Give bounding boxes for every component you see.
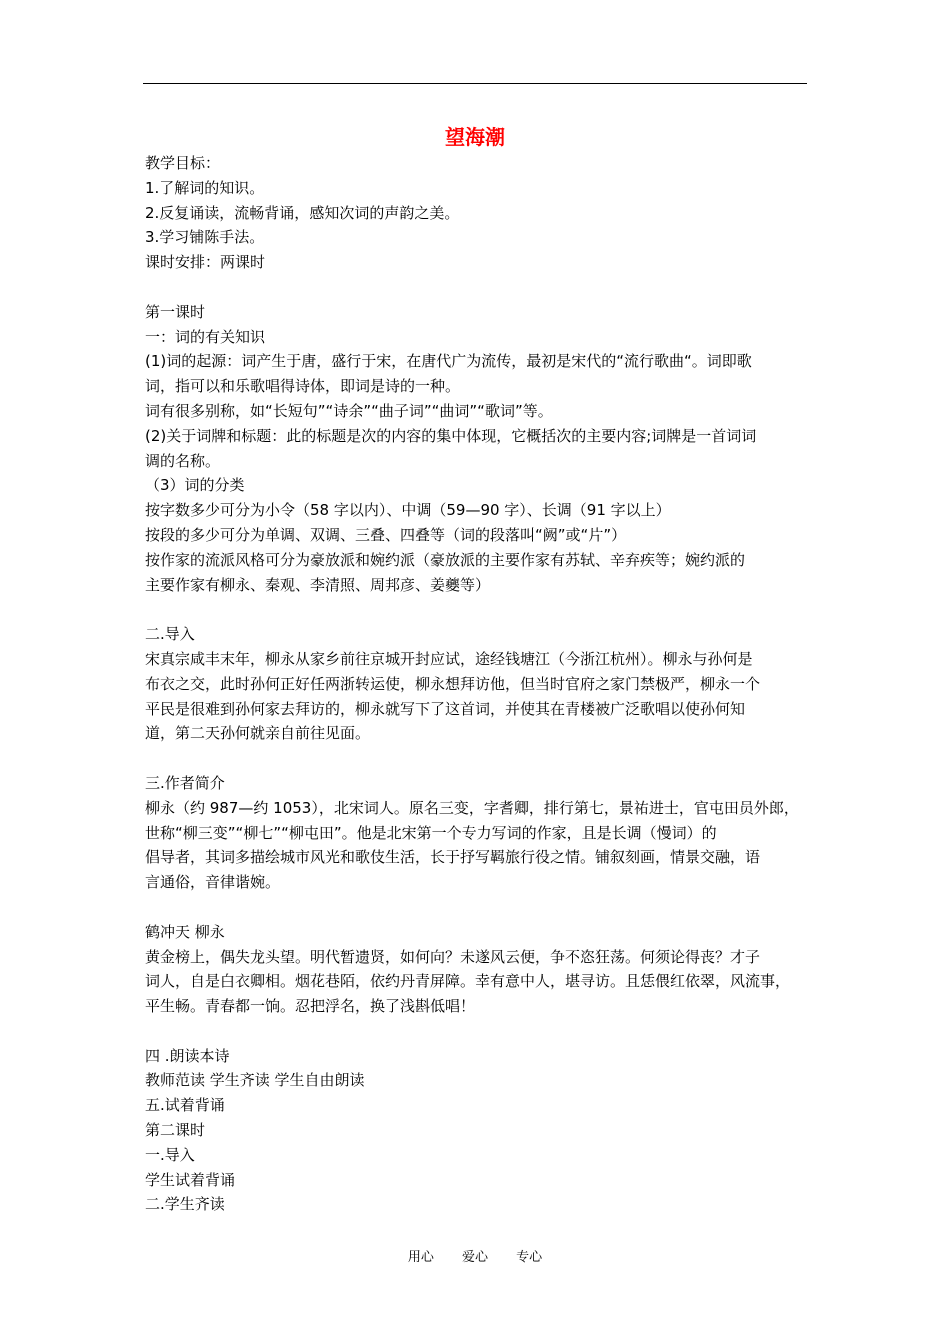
text-line: 四 .朗读本诗 [145, 1046, 230, 1065]
text-line: 第一课时 [145, 302, 206, 321]
text-line: 三.作者简介 [145, 773, 225, 792]
text-line: 词，指可以和乐歌唱得诗体，即词是诗的一种。 [145, 377, 461, 396]
text-line: 布衣之交，此时孙何正好任两浙转运使，柳永想拜访他，但当时官府之家门禁极严，柳永一个 [145, 674, 761, 693]
text-line: 课时安排：两课时 [145, 253, 266, 272]
text-line: 1.了解词的知识。 [145, 178, 265, 197]
footer-item: 用心 [407, 1250, 434, 1265]
text-line: 平生畅。青春都一饷。忍把浮名，换了浅斟低唱！ [145, 997, 476, 1016]
text-line: 主要作家有柳永、秦观、李清照、周邦彦、姜夔等） [145, 575, 491, 594]
text-line [145, 1019, 815, 1044]
text-line: （3）词的分类 [145, 476, 245, 495]
text-line: 黄金榜上，偶失龙头望。明代暂遗贤，如何向？未遂风云便，争不恣狂荡。何须论得丧？才子 [145, 947, 761, 966]
text-line: 词人，自是白衣卿相。烟花巷陌，依约丹青屏障。幸有意中人，堪寻访。且恁偎红依翠，风流事， [145, 972, 791, 991]
text-line: 按字数多少可分为小令（58 字以内）、中调（59—90 字）、长调（91 字以上） [145, 501, 671, 520]
text-line: 世称“柳三变”“柳七”“柳屯田”。他是北宋第一个专力写词的作家，且是长调（慢词）的 [145, 823, 717, 842]
text-line: 词有很多别称，如“长短句”“诗余”“曲子词”“曲词”“歌词”等。 [145, 401, 553, 420]
text-line: 第二课时 [145, 1121, 206, 1140]
text-line: 二.学生齐读 [145, 1195, 225, 1214]
text-line: 倡导者，其词多描绘城市风光和歌伎生活，长于抒写羁旅行役之情。铺叙刻画，情景交融，语 [145, 848, 761, 867]
footer-item: 爱心 [461, 1250, 488, 1265]
text-line: 教学目标： [145, 154, 221, 172]
text-line: 教师范读 学生齐读 学生自由朗读 [145, 1071, 365, 1090]
text-line [145, 275, 815, 300]
text-line: 宋真宗咸丰末年，柳永从家乡前往京城开封应试，途经钱塘江（今浙江杭州）。柳永与孙何是 [145, 649, 753, 668]
text-line: 言通俗，音律谐婉。 [145, 873, 281, 892]
text-line: 3.学习铺陈手法。 [145, 228, 265, 247]
text-line: 柳永（约 987—约 1053），北宋词人。原名三变，字耆卿，排行第七，景祐进士，官屯田员外郎， [145, 798, 799, 817]
text-line: 学生试着背诵 [145, 1170, 236, 1189]
document-body [145, 151, 815, 1217]
text-line: 平民是很难到孙何家去拜访的，柳永就写下了这首词，并使其在青楼被广泛歌唱以使孙何知 [145, 699, 746, 718]
text-line: (2)关于词牌和标题：此的标题是次的内容的集中体现，它概括次的主要内容;词牌是一首词词 [145, 426, 757, 445]
header-rule [143, 83, 807, 84]
text-line: (1)词的起源：词产生于唐，盛行于宋，在唐代广为流传，最初是宋代的“流行歌曲“。词即歌 [145, 352, 752, 371]
text-line: 按作家的流派风格可分为豪放派和婉约派（豪放派的主要作家有苏轼、辛弃疾等；婉约派的 [145, 550, 746, 569]
text-line: 按段的多少可分为单调、双调、三叠、四叠等（词的段落叫“阙”或“片”） [145, 525, 627, 544]
text-line: 二.导入 [145, 625, 195, 644]
page-footer [0, 1249, 950, 1267]
text-line [145, 746, 815, 771]
text-line: 调的名称。 [145, 451, 221, 470]
text-line: 鹤冲天 柳永 [145, 922, 225, 941]
footer-item: 专心 [516, 1250, 543, 1265]
text-line [145, 597, 815, 622]
document-title: 望海潮 [445, 125, 505, 149]
text-line: 一.导入 [145, 1145, 195, 1164]
text-line: 五.试着背诵 [145, 1096, 225, 1115]
text-line: 2.反复诵读，流畅背诵，感知次词的声韵之美。 [145, 203, 460, 222]
text-line: 道，第二天孙何就亲自前往见面。 [145, 724, 371, 743]
text-line [145, 895, 815, 920]
text-line: 一：词的有关知识 [145, 327, 266, 346]
